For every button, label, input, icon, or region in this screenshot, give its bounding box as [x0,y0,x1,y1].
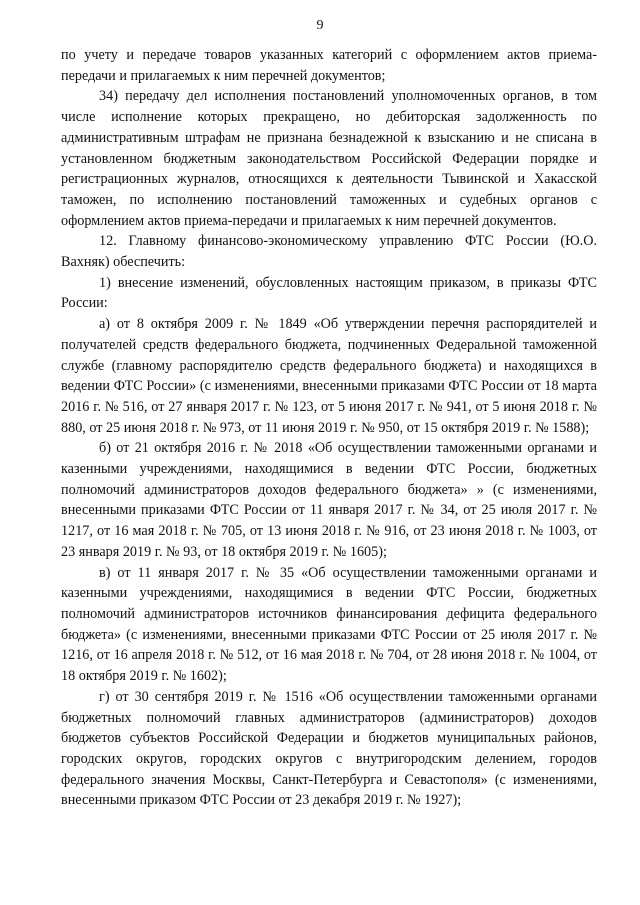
document-body [61,45,597,811]
paragraph-continuation: по учету и передаче товаров указанных категорий с оформлением актов приема-передачи и прилагаемых к ним перечней документов; [61,47,597,84]
paragraph-subitem-g: г) от 30 сентября 2019 г. № 1516 «Об осуществлении таможенными органами бюджетных полномочий главных администраторов (администраторов) доходов бюджетов субъектов Российской Федерации и бюджетов муниципальных районов, городских округов, городских округов с внутригородским делением, городов федерального значения Москвы, Санкт-Петербурга и Севастополя» (с изменениями, внесенными приказом ФТС России от 23 декабря 2019 г. № 1927); [61,688,597,809]
paragraph-item-12: 12. Главному финансово-экономическому управлению ФТС России (Ю.О. Вахняк) обеспечить: [61,233,597,271]
page-number: 9 [316,18,324,33]
paragraph-item-34: 34) передачу дел исполнения постановлений уполномоченных органов, в том числе исполнение которых прекращено, но дебиторская задолженность по административным штрафам не признана безнадежной к взысканию и не списана в установленном бюджетным законодательством Российской Федерации порядке и регистрационных журналов, относящихся к деятельности Тывинской и Хакасской таможен, по исполнению постановлений таможенных и судебных органов с оформлением актов приема-передачи и прилагаемых к ним перечней документов. [61,88,597,229]
paragraph-subitem-v: в) от 11 января 2017 г. № 35 «Об осуществлении таможенными органами и казенными учреждениями, находящимися в ведении ФТС России, бюджетных полномочий администраторов источников финансирования дефицита федерального бюджета» (с изменениями, внесенными приказами ФТС России от 25 июля 2017 г. № 1216, от 16 апреля 2018 г. № 512, от 16 мая 2018 г. № 704, от 28 июня 2018 г. № 1004, от 18 октября 2019 г. № 1602); [61,564,597,685]
paragraph-subitem-b: б) от 21 октября 2016 г. № 2018 «Об осуществлении таможенными органами и казенными учреждениями, находящимися в ведении ФТС России, бюджетных полномочий администраторов доходов федерального бюджета» » (с изменениями, внесенными приказами ФТС России от 11 января 2017 г. № 34, от 25 июля 2017 г. № 1217, от 16 мая 2018 г. № 705, от 13 июня 2018 г. № 916, от 23 июня 2018 г. № 1003, от 23 января 2019 г. № 93, от 18 октября 2019 г. № 1605); [61,440,597,560]
paragraph-item-12-1: 1) внесение изменений, обусловленных настоящим приказом, в приказы ФТС России: [61,274,597,312]
paragraph-subitem-a: а) от 8 октября 2009 г. № 1849 «Об утверждении перечня распорядителей и получателей средств федерального бюджета, подчиненных Федеральной таможенной службе (главному распорядителю средств федерального бюджета) и находящихся в ведении ФТС России» (с изменениями, внесенными приказами ФТС России от 18 марта 2016 г. № 516, от 27 января 2017 г. № 123, от 5 июня 2017 г. № 941, от 5 июня 2018 г. № 880, от 25 июня 2018 г. № 973, от 11 июня 2019 г. № 950, от 15 октября 2019 г. № 1588); [61,316,597,436]
